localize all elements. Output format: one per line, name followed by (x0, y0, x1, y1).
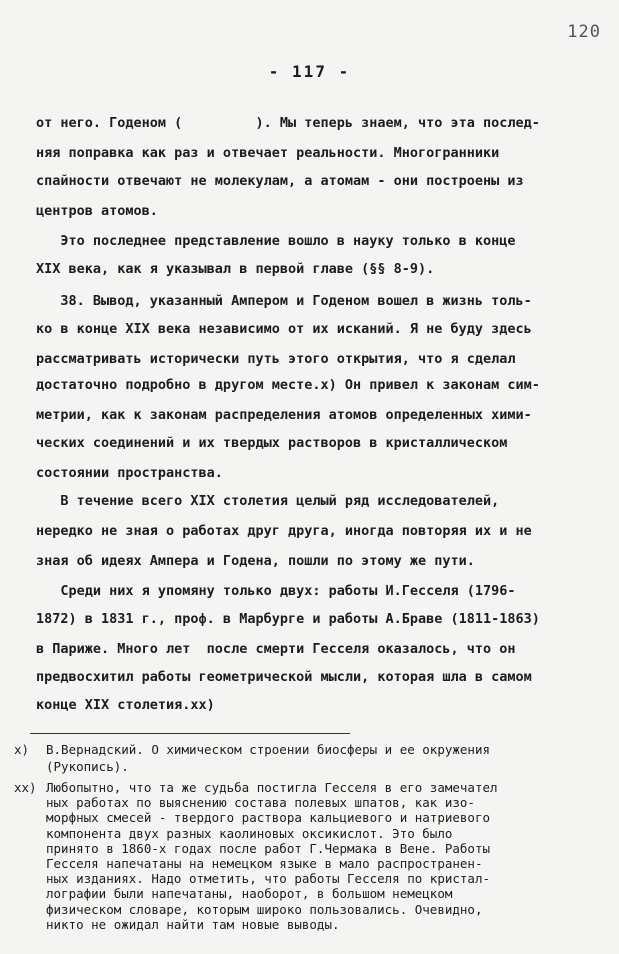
text-line: в Париже. Много лет после смерти Гесселя оказалось, что он (36, 641, 516, 657)
footnote-line: лографии были напечатаны, наоборот, в большом немецком (46, 886, 453, 902)
footnote-line: компонента двух разных каолиновых оксикислот. Это было (46, 825, 453, 841)
text-line: предвосхитил работы геометрической мысли, которая шла в самом (36, 669, 532, 685)
text-line: достаточно подробно в другом месте.x) Он привел к законам сим- (36, 377, 540, 393)
footnote-line: физическом словаре, которым широко пользовались. Очевидно, (46, 901, 483, 917)
page-number: - 117 - (268, 62, 351, 81)
text-line: Это последнее представление вошло в науку только в конце (36, 233, 516, 249)
footnote-line: морфных смесей - твердого раствора кальциевого и натриевого (46, 810, 491, 826)
text-line: 1872) в 1831 г., проф. в Марбурге и работы А.Браве (1811-1863) (36, 611, 540, 627)
archive-number: 120 (567, 22, 601, 42)
text-line: нередко не зная о работах друг друга, иногда повторяя их и не (36, 523, 532, 539)
text-line: спайности отвечают не молекулам, а атомам - они построены из (36, 173, 524, 189)
text-line: В течение всего XIX столетия целый ряд исследователей, (36, 493, 500, 509)
text-line: ческих соединений и их твердых растворов в кристаллическом (36, 435, 508, 451)
footnote-line: (Рукопись). (46, 759, 129, 774)
text-line: Среди них я упомяну только двух: работы И.Гесселя (1796- (36, 583, 516, 599)
text-line: 38. Вывод, указанный Ампером и Годеном вошел в жизнь толь- (36, 293, 532, 309)
footnote-line: Гесселя напечатаны на немецком языке в мало распространен- (46, 856, 483, 871)
footnote-line: принято в 1860-х годах после работ Г.Чермака в Вене. Работы (46, 840, 491, 856)
text-line: няя поправка как раз и отвечает реальности. Многогранники (36, 145, 500, 161)
text-line: от него. Годеном ( ). Мы теперь знаем, что эта послед- (36, 115, 540, 131)
footnote-mark: xx) (14, 780, 37, 795)
text-line: метрии, как к законам распределения атомов определенных хими- (36, 407, 532, 423)
text-line: состоянии пространства. (36, 465, 223, 481)
text-line: XIX века, как я указывал в первой главе (§§ 8-9). (36, 261, 435, 277)
footnote-mark: x) (14, 742, 30, 757)
footnote-divider (30, 733, 350, 734)
text-line: рассматривать исторически путь этого открытия, что я сделал (36, 351, 516, 367)
text-line: зная об идеях Ампера и Годена, пошли по этому же пути. (36, 553, 475, 569)
footnote-line: ных изданиях. Надо отметить, что работы Гесселя по кристал- (46, 871, 491, 887)
text-line: ко в конце XIX века независимо от их исканий. Я не буду здесь (36, 321, 532, 337)
footnote-line: В.Вернадский. О химическом строении биосферы и ее окружения (46, 742, 491, 757)
footnote-line: ных работах по выяснению состава полевых шпатов, как изо- (46, 795, 475, 811)
footnote-line: никто не ожидал найти там новые выводы. (46, 916, 340, 932)
text-line: центров атомов. (36, 203, 158, 219)
text-line: конце XIX столетия.xx) (36, 697, 215, 713)
footnote-line: Любопытно, что та же судьба постигла Гесселя в его замечател (46, 780, 498, 795)
